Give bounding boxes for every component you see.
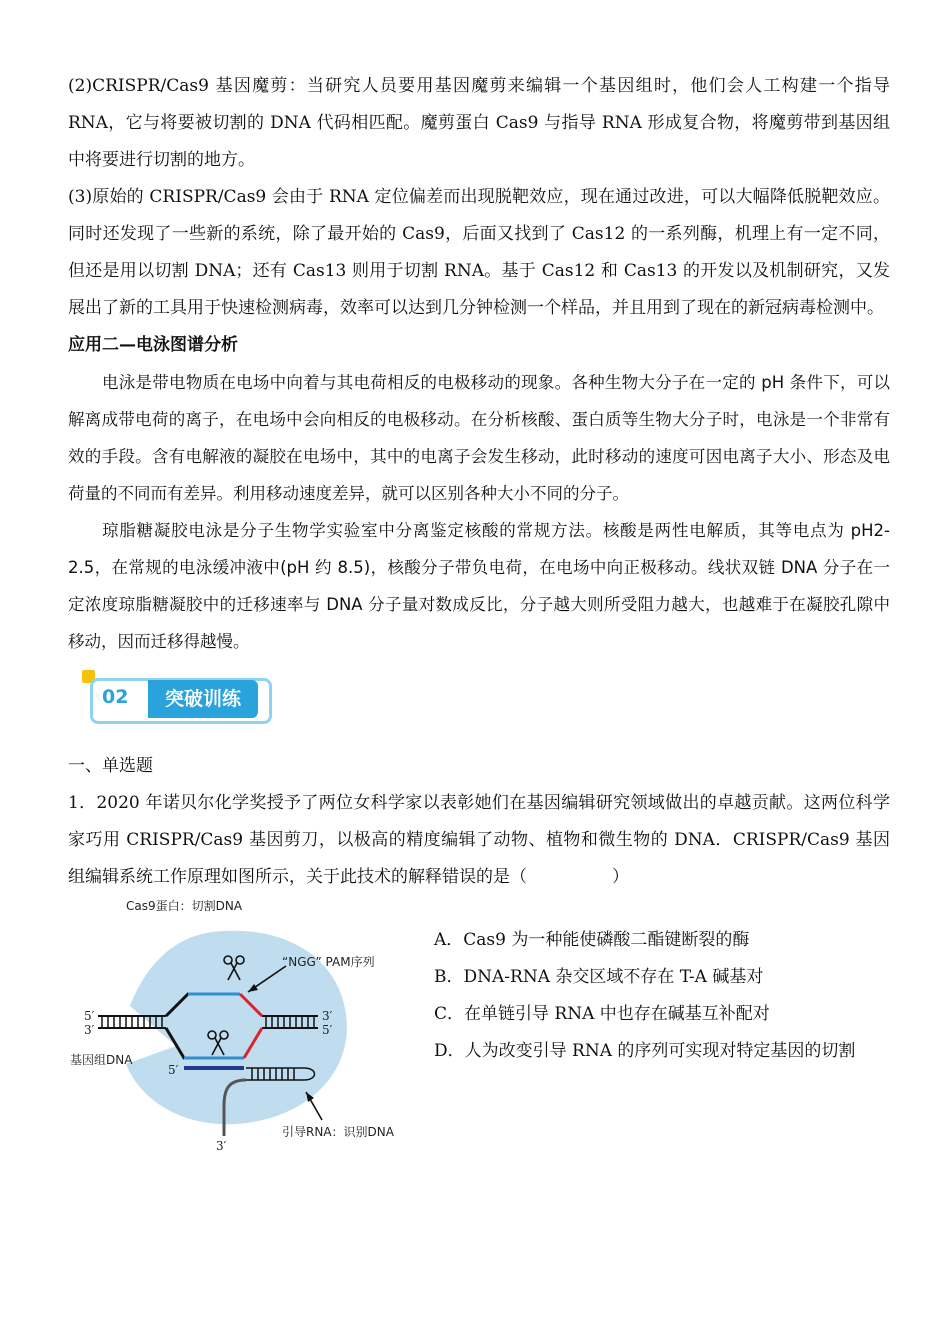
- option-d[interactable]: D．人为改变引导 RNA 的序列可实现对特定基因的切割: [434, 1041, 856, 1061]
- document-page: [68, 68, 890, 1156]
- option-c[interactable]: C．在单链引导 RNA 中也存在碱基互补配对: [434, 1004, 770, 1024]
- option-b[interactable]: B．DNA-RNA 杂交区域不存在 T-A 碱基对: [434, 967, 764, 987]
- question-body: [68, 896, 890, 1156]
- banner-title: 突破训练: [148, 680, 258, 718]
- option-a[interactable]: A．Cas9 为一种能使磷酸二酯键断裂的酶: [434, 930, 750, 950]
- paragraph-crispr-2: (2)CRISPR/Cas9 基因魔剪：当研究人员要用基因魔剪来编辑一个基因组时，他们会人工构建一个指导 RNA，它与将要被切割的 DNA 代码相匹配。魔剪蛋白 Cas9 与指导 RNA 形成复合物，将魔剪带到基因组中将要进行切割的地方。: [68, 76, 890, 170]
- left-dna-duplex: [98, 1016, 166, 1028]
- paragraph-electrophoresis-1: 电泳是带电物质在电场中向着与其电荷相反的电极移动的现象。各种生物大分子在一定的 pH 条件下，可以解离成带电荷的离子，在电场中会向相反的电极移动。在分析核酸、蛋白质等生物大分子时，电泳是一个非常有效的手段。含有电解液的凝胶在电场中，其中的电离子会发生移动，此时移动的速度可因电离子大小、形态及电荷量的不同而有差异。利用移动速度差异，就可以区别各种大小不同的分子。: [68, 373, 890, 503]
- rna-5-prime-end: 5′: [168, 1063, 179, 1077]
- question-type-title: 一、单选题: [68, 756, 153, 776]
- genome-dna-label: 基因组DNA: [70, 1053, 133, 1067]
- right-5-prime-end: 5′: [322, 1023, 333, 1037]
- answer-options: [434, 922, 874, 1070]
- section-heading-electrophoresis: 应用二—电泳图谱分析: [68, 335, 238, 355]
- cas9-label: Cas9蛋白：切割DNA: [126, 899, 243, 913]
- right-3-prime-end: 3′: [322, 1009, 333, 1023]
- training-banner: [82, 670, 282, 726]
- crispr-diagram: [68, 896, 428, 1156]
- paragraph-crispr-3: (3)原始的 CRISPR/Cas9 会由于 RNA 定位偏差而出现脱靶效应，现在通过改进，可以大幅降低脱靶效应。同时还发现了一些新的系统，除了最开始的 Cas9，后面又找到了 Cas12 的一系列酶，机理上有一定不同，但还是用以切割 DNA；还有 Cas13 则用于切割 RNA。基于 Cas12 和 Cas13 的开发以及机制研究，又发展出了新的工具用于快速检测病毒，效率可以达到几分钟检测一个样品，并且用到了现在的新冠病毒检测中。: [68, 187, 890, 318]
- banner-number: 02: [102, 686, 129, 708]
- pam-label: “NGG” PAM序列: [282, 955, 375, 969]
- question-stem: 1．2020 年诺贝尔化学奖授予了两位女科学家以表彰她们在基因编辑研究领域做出的卓越贡献。这两位科学家巧用 CRISPR/Cas9 基因剪刀，以极高的精度编辑了动物、植物和微生物的 DNA．CRISPR/Cas9 基因组编辑系统工作原理如图所示，关于此技术的解释错误的是（ ）: [68, 793, 890, 887]
- guide-rna-label: 引导RNA：识别DNA: [282, 1125, 394, 1139]
- left-3-prime-end: 3′: [84, 1023, 95, 1037]
- rna-3-prime-end: 3′: [216, 1139, 227, 1153]
- left-5-prime-end: 5′: [84, 1009, 95, 1023]
- paragraph-electrophoresis-2: 琼脂糖凝胶电泳是分子生物学实验室中分离鉴定核酸的常规方法。核酸是两性电解质，其等电点为 pH2-2.5，在常规的电泳缓冲液中(pH 约 8.5)，核酸分子带负电荷，在电场中向正极移动。线状双链 DNA 分子在一定浓度琼脂糖凝胶中的迁移速率与 DNA 分子量对数成反比，分子越大则所受阻力越大，也越难于在凝胶孔隙中移动，因而迁移得越慢。: [68, 521, 890, 651]
